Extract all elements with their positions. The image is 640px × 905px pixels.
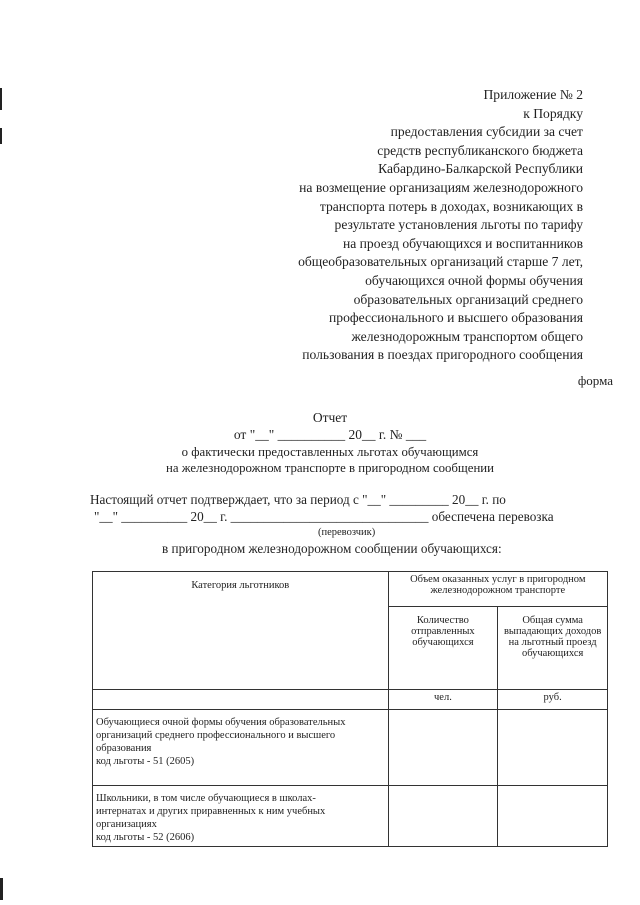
header-volume: Объем оказанных услуг в пригородном железнодорожном транспорте bbox=[388, 572, 607, 607]
report-title: Отчет bbox=[312, 410, 348, 425]
category-text: организаций среднего профессионального и высшего bbox=[96, 730, 336, 741]
header-category: Категория льготников bbox=[93, 572, 389, 690]
category-text: Школьники, в том числе обучающиеся в школах- bbox=[96, 793, 316, 804]
confirmation-line: "__" __________ 20__ г. ______________________________ обеспечена перевозка bbox=[94, 509, 554, 524]
category-cell bbox=[93, 786, 389, 847]
appendix-line: на возмещение организациям железнодорожного bbox=[299, 179, 583, 195]
appendix-line: средств республиканского бюджета bbox=[377, 142, 583, 158]
appendix-line: результате установления льготы по тарифу bbox=[334, 217, 583, 233]
appendix-line: обучающихся очной формы обучения bbox=[365, 272, 583, 288]
appendix-line: к Порядку bbox=[523, 105, 583, 121]
report-table bbox=[92, 571, 608, 847]
category-code: код льготы - 52 (2606) bbox=[96, 832, 195, 843]
appendix-line: железнодорожным транспортом общего bbox=[351, 328, 583, 344]
appendix-line: образовательных организаций среднего bbox=[353, 291, 583, 307]
unit-empty-cell bbox=[93, 690, 389, 710]
category-text: интернатах и других приравненных к ним учебных bbox=[96, 806, 326, 817]
count-cell bbox=[388, 786, 498, 847]
category-code: код льготы - 51 (2605) bbox=[96, 756, 195, 767]
unit-sum: руб. bbox=[498, 690, 608, 710]
report-subtitle: на железнодорожном транспорте в пригородном сообщении bbox=[165, 461, 495, 475]
report-date-line: от "__" __________ 20__ г. № ___ bbox=[233, 427, 427, 442]
table-header-row bbox=[93, 572, 608, 607]
header-sum: Общая сумма выпадающих доходов на льготный проезд обучающихся bbox=[498, 607, 608, 690]
count-cell bbox=[388, 710, 498, 786]
appendix-line: пользования в поездах пригородного сообщения bbox=[302, 347, 583, 363]
confirmation-line: Настоящий отчет подтверждает, что за период с "__" _________ 20__ г. по bbox=[90, 492, 506, 507]
category-cell bbox=[93, 710, 389, 786]
report-subtitle: о фактически предоставленных льготах обучающимся bbox=[181, 445, 479, 459]
table-row bbox=[93, 786, 608, 847]
sum-cell bbox=[498, 786, 608, 847]
category-text: Обучающиеся очной формы обучения образовательных bbox=[96, 717, 346, 728]
appendix-line: предоставления субсидии за счет bbox=[390, 124, 583, 140]
table-unit-row bbox=[93, 690, 608, 710]
appendix-line: транспорта потерь в доходах, возникающих в bbox=[319, 198, 583, 214]
scan-mark bbox=[0, 878, 3, 900]
table-row bbox=[93, 710, 608, 786]
confirmation-line: в пригородном железнодорожном сообщении обучающихся: bbox=[162, 541, 502, 556]
appendix-line: Приложение № 2 bbox=[483, 87, 583, 102]
appendix-block bbox=[223, 86, 583, 365]
form-label: форма bbox=[577, 373, 613, 388]
scan-mark bbox=[0, 128, 2, 144]
scan-mark bbox=[0, 88, 2, 110]
appendix-line: на проезд обучающихся и воспитанников bbox=[342, 235, 583, 251]
category-text: образования bbox=[96, 743, 152, 754]
appendix-line: общеобразовательных организаций старше 7 лет, bbox=[298, 254, 583, 270]
category-text: организациях bbox=[96, 819, 157, 830]
sum-cell bbox=[498, 710, 608, 786]
appendix-line: профессионального и высшего образования bbox=[329, 310, 583, 326]
unit-count: чел. bbox=[388, 690, 498, 710]
carrier-caption: (перевозчик) bbox=[318, 527, 376, 538]
header-count: Количество отправленных обучающихся bbox=[388, 607, 498, 690]
appendix-line: Кабардино-Балкарской Республики bbox=[378, 161, 583, 177]
